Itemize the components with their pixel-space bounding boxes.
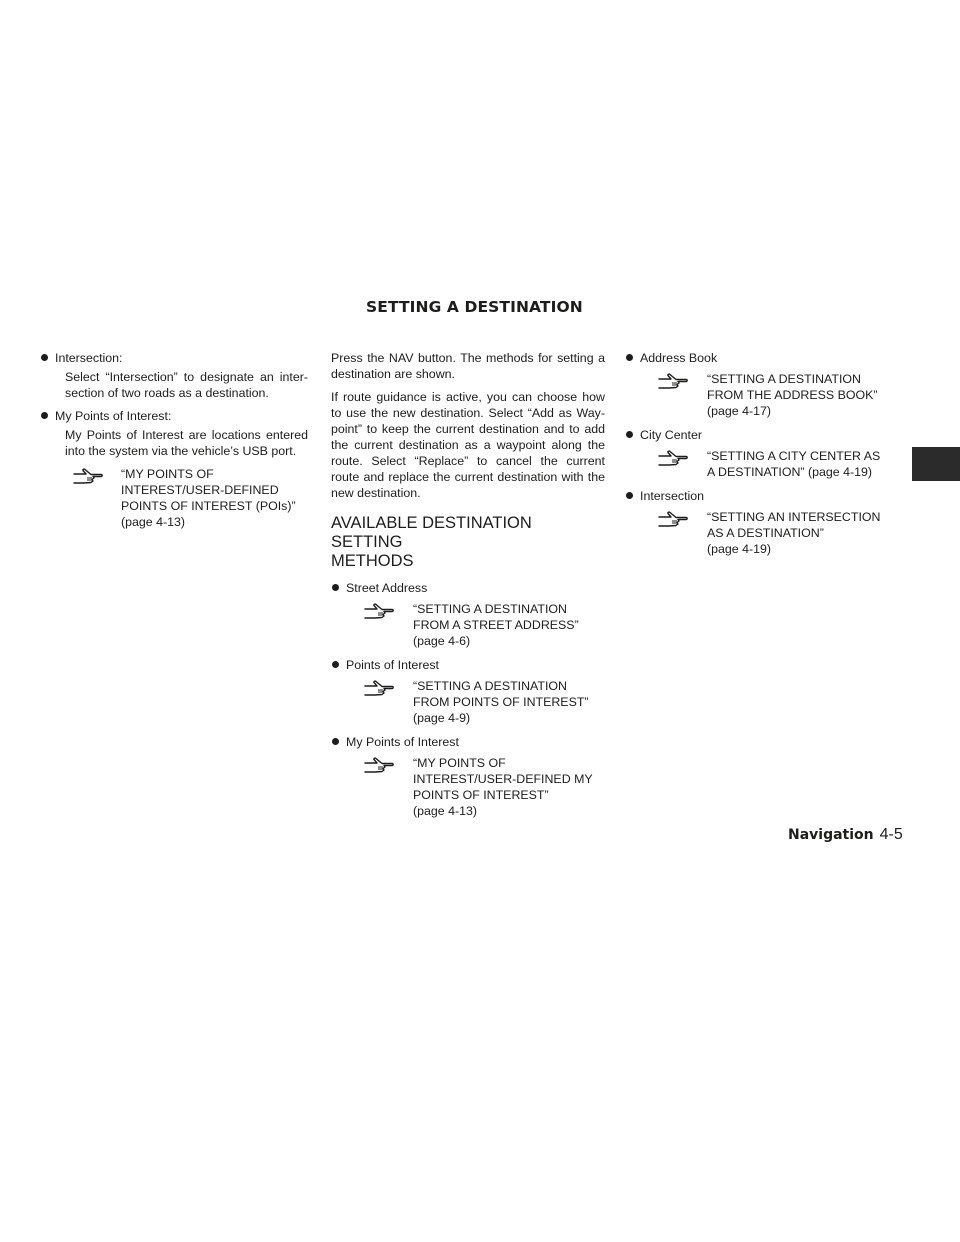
ref-line: “SETTING A CITY CENTER AS <box>707 449 881 463</box>
subheading-line: AVAILABLE DESTINATION SETTING <box>331 514 532 551</box>
page-footer <box>788 826 903 844</box>
ref-page: (page 4-9) <box>413 711 471 725</box>
bullet-street-address: Street Address <box>331 580 605 596</box>
paragraph-route-guidance: If route guidance is active, you can choose how to use the new destination. Select “Add as Way-point” to keep the current destination and to add the current destination as a waypoint along the route. Select “Replace” to cancel the current route and replace the current destination with the new destination. <box>331 390 605 500</box>
bullet-intersection: Intersection: <box>40 350 308 366</box>
column-2 <box>331 350 605 827</box>
section-title: SETTING A DESTINATION <box>366 298 583 316</box>
bullet-my-poi: My Points of Interest: <box>40 408 308 424</box>
ref-page: (page 4-13) <box>121 515 186 529</box>
ref-line: “MY POINTS OF <box>121 467 214 481</box>
ref-line: A DESTINATION” (page 4-19) <box>707 465 873 479</box>
subheading-available-methods <box>331 514 605 571</box>
paragraph-nav-button: Press the NAV button. The methods for setting a destination are shown. <box>331 351 605 381</box>
pointing-hand-icon <box>72 467 104 485</box>
reference-points-of-interest[interactable] <box>331 678 605 726</box>
ref-page: (page 4-13) <box>413 804 478 818</box>
reference-my-poi[interactable] <box>40 466 308 530</box>
pointing-hand-icon <box>363 602 395 620</box>
ref-line: “SETTING A DESTINATION <box>413 602 567 616</box>
ref-page: (page 4-6) <box>413 634 471 648</box>
bullet-points-of-interest: Points of Interest <box>331 657 605 673</box>
bullet-my-points-of-interest: My Points of Interest <box>331 734 605 750</box>
ref-page: (page 4-17) <box>707 404 772 418</box>
reference-my-points-of-interest[interactable] <box>331 755 605 819</box>
ref-page: (page 4-19) <box>707 542 772 556</box>
ref-line: “SETTING A DESTINATION <box>413 679 567 693</box>
pointing-hand-icon <box>657 449 689 467</box>
ref-line: POINTS OF INTEREST (POIs)” <box>121 499 296 513</box>
pointing-hand-icon <box>657 510 689 528</box>
pointing-hand-icon <box>657 372 689 390</box>
subheading-line: METHODS <box>331 552 414 570</box>
bullet-address-book: Address Book <box>625 350 905 366</box>
bullet-city-center: City Center <box>625 427 905 443</box>
intersection-description: Select “Intersection” to designate an inter-section of two roads as a destination. <box>65 370 308 400</box>
ref-line: POINTS OF INTEREST” <box>413 788 549 802</box>
reference-street-address[interactable] <box>331 601 605 649</box>
ref-line: AS A DESTINATION” <box>707 526 824 540</box>
column-1 <box>40 350 308 538</box>
ref-line: INTEREST/USER-DEFINED <box>121 483 279 497</box>
bullet-intersection: Intersection <box>625 488 905 504</box>
ref-line: “SETTING A DESTINATION <box>707 372 861 386</box>
reference-city-center[interactable] <box>625 448 905 480</box>
my-poi-description: My Points of Interest are locations entered into the system via the vehicle’s USB port. <box>65 428 308 458</box>
pointing-hand-icon <box>363 756 395 774</box>
reference-intersection[interactable] <box>625 509 905 557</box>
column-3 <box>625 350 905 565</box>
ref-line: “SETTING AN INTERSECTION <box>707 510 881 524</box>
ref-line: INTEREST/USER-DEFINED MY <box>413 772 593 786</box>
reference-address-book[interactable] <box>625 371 905 419</box>
ref-line: FROM THE ADDRESS BOOK” <box>707 388 878 402</box>
chapter-tab <box>912 447 960 481</box>
ref-line: FROM POINTS OF INTEREST” <box>413 695 589 709</box>
footer-section-name: Navigation <box>788 827 874 843</box>
page-number: 4-5 <box>879 826 903 843</box>
pointing-hand-icon <box>363 679 395 697</box>
ref-line: “MY POINTS OF <box>413 756 506 770</box>
ref-line: FROM A STREET ADDRESS” <box>413 618 579 632</box>
